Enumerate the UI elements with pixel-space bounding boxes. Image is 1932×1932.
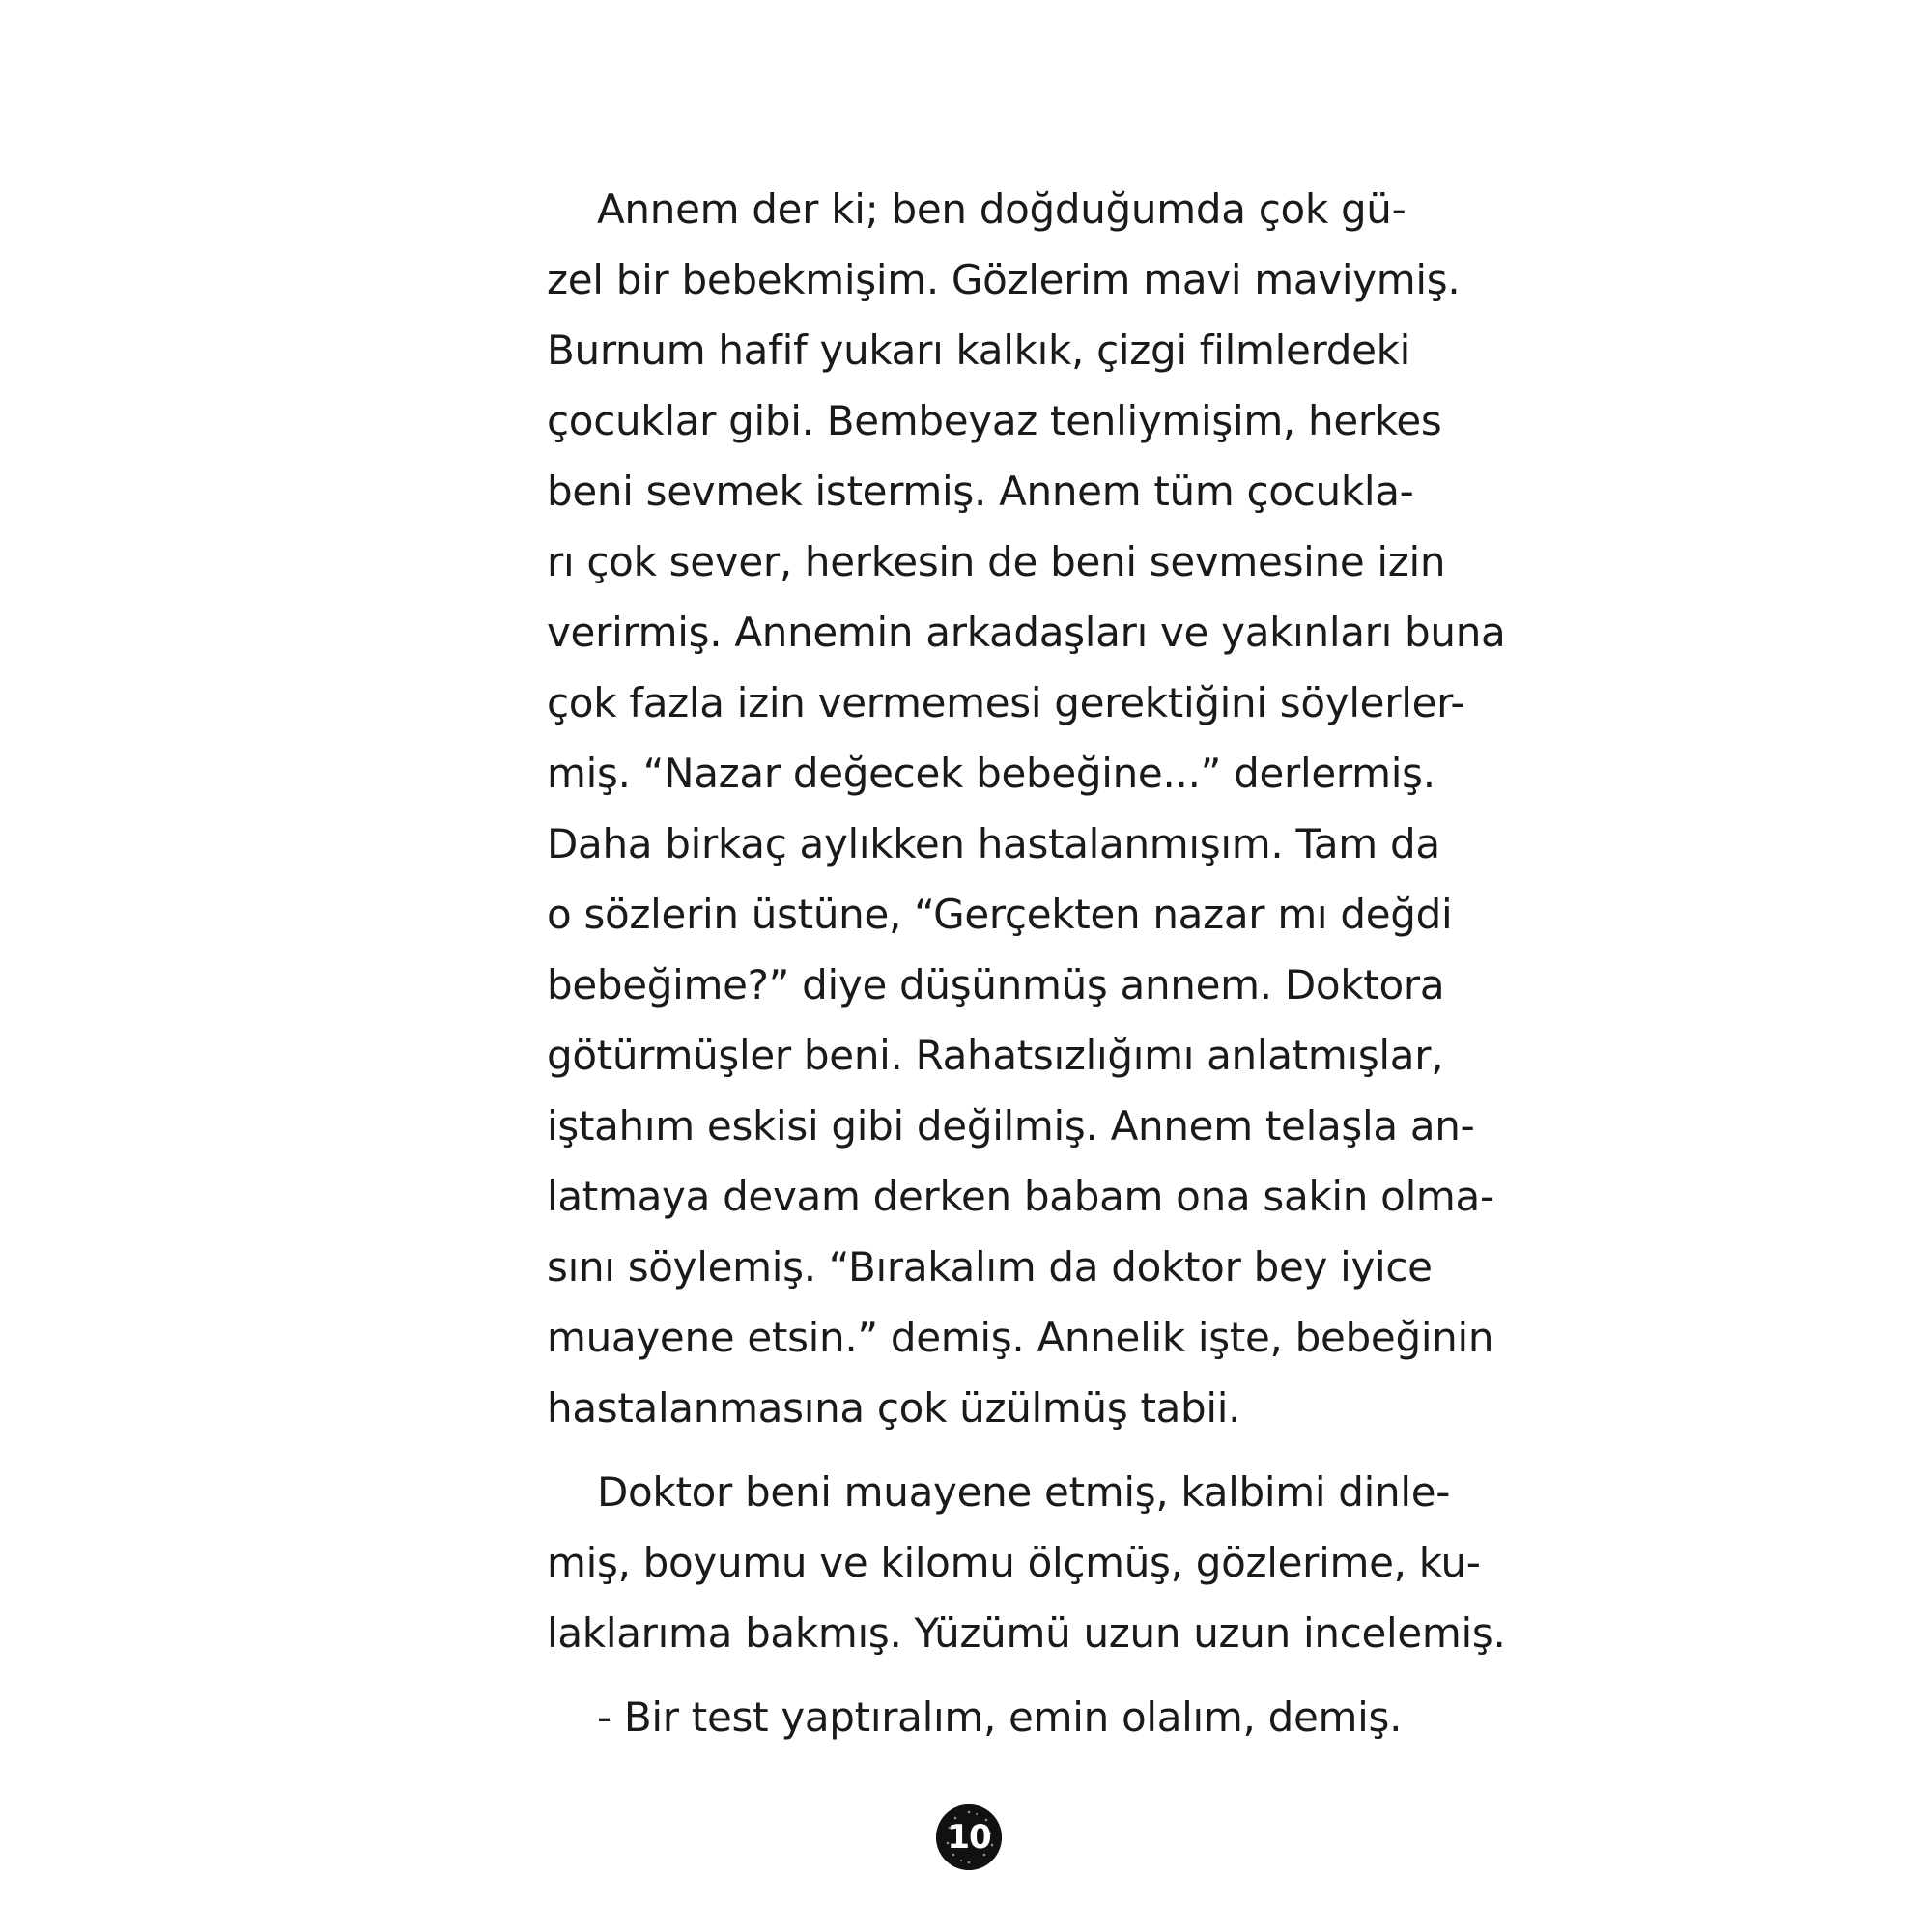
- text-line: miş, boyumu ve kilomu ölçmüş, gözlerime, ku-: [547, 1539, 1481, 1586]
- text-line: o sözlerin üstüne, “Gerçekten nazar mı değdi: [547, 891, 1453, 938]
- paragraph-gap: [547, 1443, 1393, 1457]
- text-line: götürmüşler beni. Rahatsızlığımı anlatmışlar,: [547, 1032, 1444, 1079]
- text-line: beni sevmek istermiş. Annem tüm çocukla-: [547, 468, 1414, 515]
- text-line: bebeğime?” diye düşünmüş annem. Doktora: [547, 961, 1445, 1009]
- page-number: 10: [947, 1818, 991, 1857]
- text-line: rı çok sever, herkesin de beni sevmesine izin: [547, 538, 1446, 585]
- page-number-badge: [936, 1804, 1002, 1870]
- paragraph-1: [547, 174, 1506, 1443]
- text-line: Burnum hafif yukarı kalkık, çizgi filmlerdeki: [547, 327, 1411, 374]
- text-line: zel bir bebekmişim. Gözlerim mavi maviymiş.: [547, 256, 1461, 303]
- paragraph-gap: [547, 1668, 1393, 1682]
- text-line: - Bir test yaptıralım, emin olalım, demiş.: [597, 1693, 1403, 1741]
- text-line: sını söylemiş. “Bırakalım da doktor bey iyice: [547, 1243, 1433, 1291]
- body-text: [547, 174, 1506, 1752]
- text-line: laklarıma bakmış. Yüzümü uzun uzun incelemiş.: [547, 1609, 1506, 1657]
- text-line: muayene etsin.” demiş. Annelik işte, bebeğinin: [547, 1314, 1494, 1361]
- text-line: verirmiş. Annemin arkadaşları ve yakınları buna: [547, 609, 1506, 656]
- paragraph-3-dialogue: [547, 1682, 1403, 1752]
- text-line: çok fazla izin vermemesi gerektiğini söylerler-: [547, 679, 1465, 726]
- text-line: miş. “Nazar değecek bebeğine...” derlermiş.: [547, 750, 1435, 797]
- text-line: Daha birkaç aylıkken hastalanmışım. Tam da: [547, 820, 1440, 867]
- text-line: Annem der ki; ben doğduğumda çok gü-: [597, 185, 1406, 233]
- text-line: hastalanmasına çok üzülmüş tabii.: [547, 1384, 1241, 1432]
- paragraph-2: [547, 1457, 1506, 1668]
- text-line: Doktor beni muayene etmiş, kalbimi dinle-: [597, 1468, 1451, 1516]
- text-line: latmaya devam derken babam ona sakin olma-: [547, 1173, 1494, 1220]
- text-line: iştahım eskisi gibi değilmiş. Annem telaşla an-: [547, 1102, 1475, 1150]
- text-line: çocuklar gibi. Bembeyaz tenliymişim, herkes: [547, 397, 1442, 444]
